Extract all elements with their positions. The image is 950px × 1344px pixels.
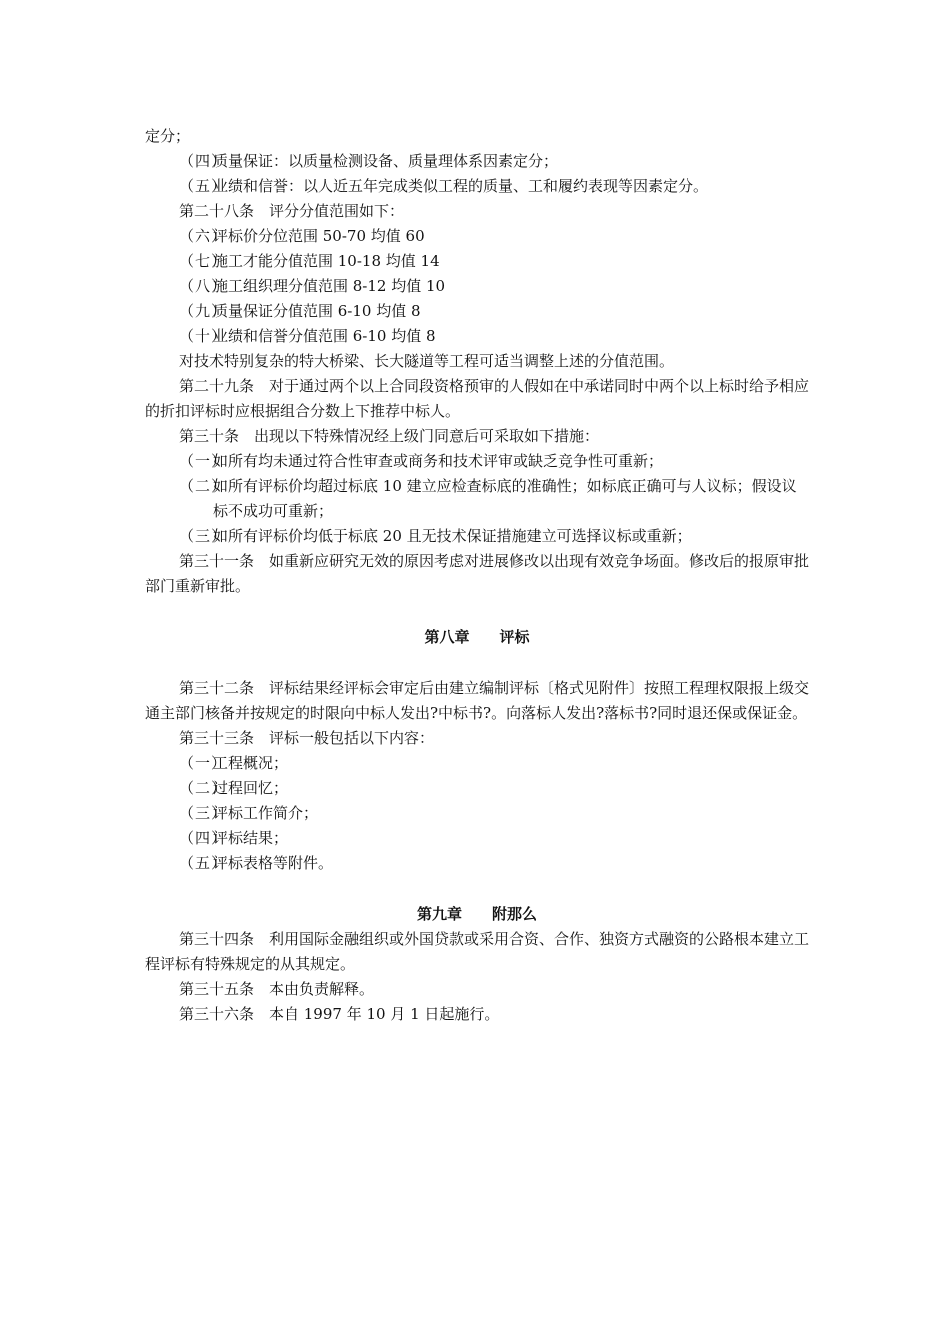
list-item: [145, 324, 809, 349]
list-number: （六）: [179, 227, 228, 245]
article-31: 第三十一条 如重新应研究无效的原因考虑对进展修改以出现有效竞争场面。修改后的报原审批部门重新审批。: [145, 552, 810, 595]
list-text: 施工组织理分值范围 8-12 均值 10: [213, 277, 446, 295]
list-item: [145, 524, 809, 549]
article-28: 第二十八条 评分分值范围如下：: [179, 202, 405, 220]
list-item: [145, 751, 809, 776]
list-number: （五）: [179, 177, 228, 195]
article-36: 第三十六条 本自 1997 年 10 月 1 日起施行。: [179, 1005, 500, 1023]
chapter-9-heading: 第九章 附那么: [416, 905, 537, 923]
document-page: [145, 124, 809, 1027]
list-number: （五）: [179, 854, 228, 872]
list-number: （二）: [179, 779, 228, 797]
list-text: 施工才能分值范围 10-18 均值 14: [213, 252, 440, 270]
list-item: [145, 801, 809, 826]
list-item: [145, 449, 809, 474]
list-number: （七）: [179, 252, 228, 270]
list-text: 评标表格等附件。: [213, 854, 334, 872]
list-item: [145, 776, 809, 801]
list-number: （三）: [179, 804, 228, 822]
list-item: [145, 224, 809, 249]
list-item: [145, 474, 809, 524]
list-item: [145, 249, 809, 274]
list-text: 工程概况；: [213, 754, 289, 772]
article-32: 第三十二条 评标结果经评标会审定后由建立编制评标〔格式见附件〕按照工程理权限报上级交通主部门核备并按规定的时限向中标人发出?中标书?。向落标人发出?落标书?同时退还保或保证金。: [145, 679, 810, 722]
text-line: 定分；: [145, 127, 191, 145]
list-item: [145, 274, 809, 299]
article-33: 第三十三条 评标一般包括以下内容：: [179, 729, 435, 747]
list-number: （十）: [179, 327, 228, 345]
list-item: [145, 149, 809, 174]
list-text: 业绩和信誉：以人近五年完成类似工程的质量、工和履约表现等因素定分。: [213, 177, 709, 195]
list-text: 评标工作简介；: [213, 804, 319, 822]
article-35: 第三十五条 本由负责解释。: [179, 980, 375, 998]
list-number: （一）: [179, 452, 228, 470]
list-number: （八）: [179, 277, 228, 295]
list-text: 如所有均未通过符合性审查或商务和技术评审或缺乏竞争性可重新；: [213, 452, 664, 470]
list-text: 评标结果；: [213, 829, 289, 847]
list-text: 质量保证分值范围 6-10 均值 8: [213, 302, 421, 320]
list-text: 业绩和信誉分值范围 6-10 均值 8: [213, 327, 436, 345]
list-number: （三）: [179, 527, 228, 545]
list-number: （四）: [179, 829, 228, 847]
article-29: 第二十九条 对于通过两个以上合同段资格预审的人假如在中承诺同时中两个以上标时给予相应的折扣评标时应根据组合分数上下推荐中标人。: [145, 377, 810, 420]
article-30: 第三十条 出现以下特殊情况经上级门同意后可采取如下措施：: [179, 427, 600, 445]
list-text: 质量保证：以质量检测设备、质量理体系因素定分；: [213, 152, 559, 170]
list-item: [145, 299, 809, 324]
list-item: [145, 174, 809, 199]
paragraph: 对技术特别复杂的特大桥梁、长大隧道等工程可适当调整上述的分值范围。: [179, 352, 675, 370]
list-number: （一）: [179, 754, 228, 772]
article-34: 第三十四条 利用国际金融组织或外国贷款或采用合资、合作、独资方式融资的公路根本建立工程评标有特殊规定的从其规定。: [145, 930, 810, 973]
list-number: （九）: [179, 302, 228, 320]
list-number: （四）: [179, 152, 228, 170]
list-text: 评标价分位范围 50-70 均值 60: [213, 227, 425, 245]
list-text: 如所有评标价均低于标底 20 且无技术保证措施建立可选择议标或重新；: [213, 527, 692, 545]
list-number: （二）: [179, 477, 228, 495]
list-item: [145, 826, 809, 851]
list-text: 过程回忆；: [213, 779, 289, 797]
list-text: 如所有评标价均超过标底 10 建立应检查标底的准确性；如标底正确可与人议标；假设议标不成功可重新；: [213, 477, 797, 520]
chapter-8-heading: 第八章 评标: [424, 628, 530, 646]
list-item: [145, 851, 809, 876]
